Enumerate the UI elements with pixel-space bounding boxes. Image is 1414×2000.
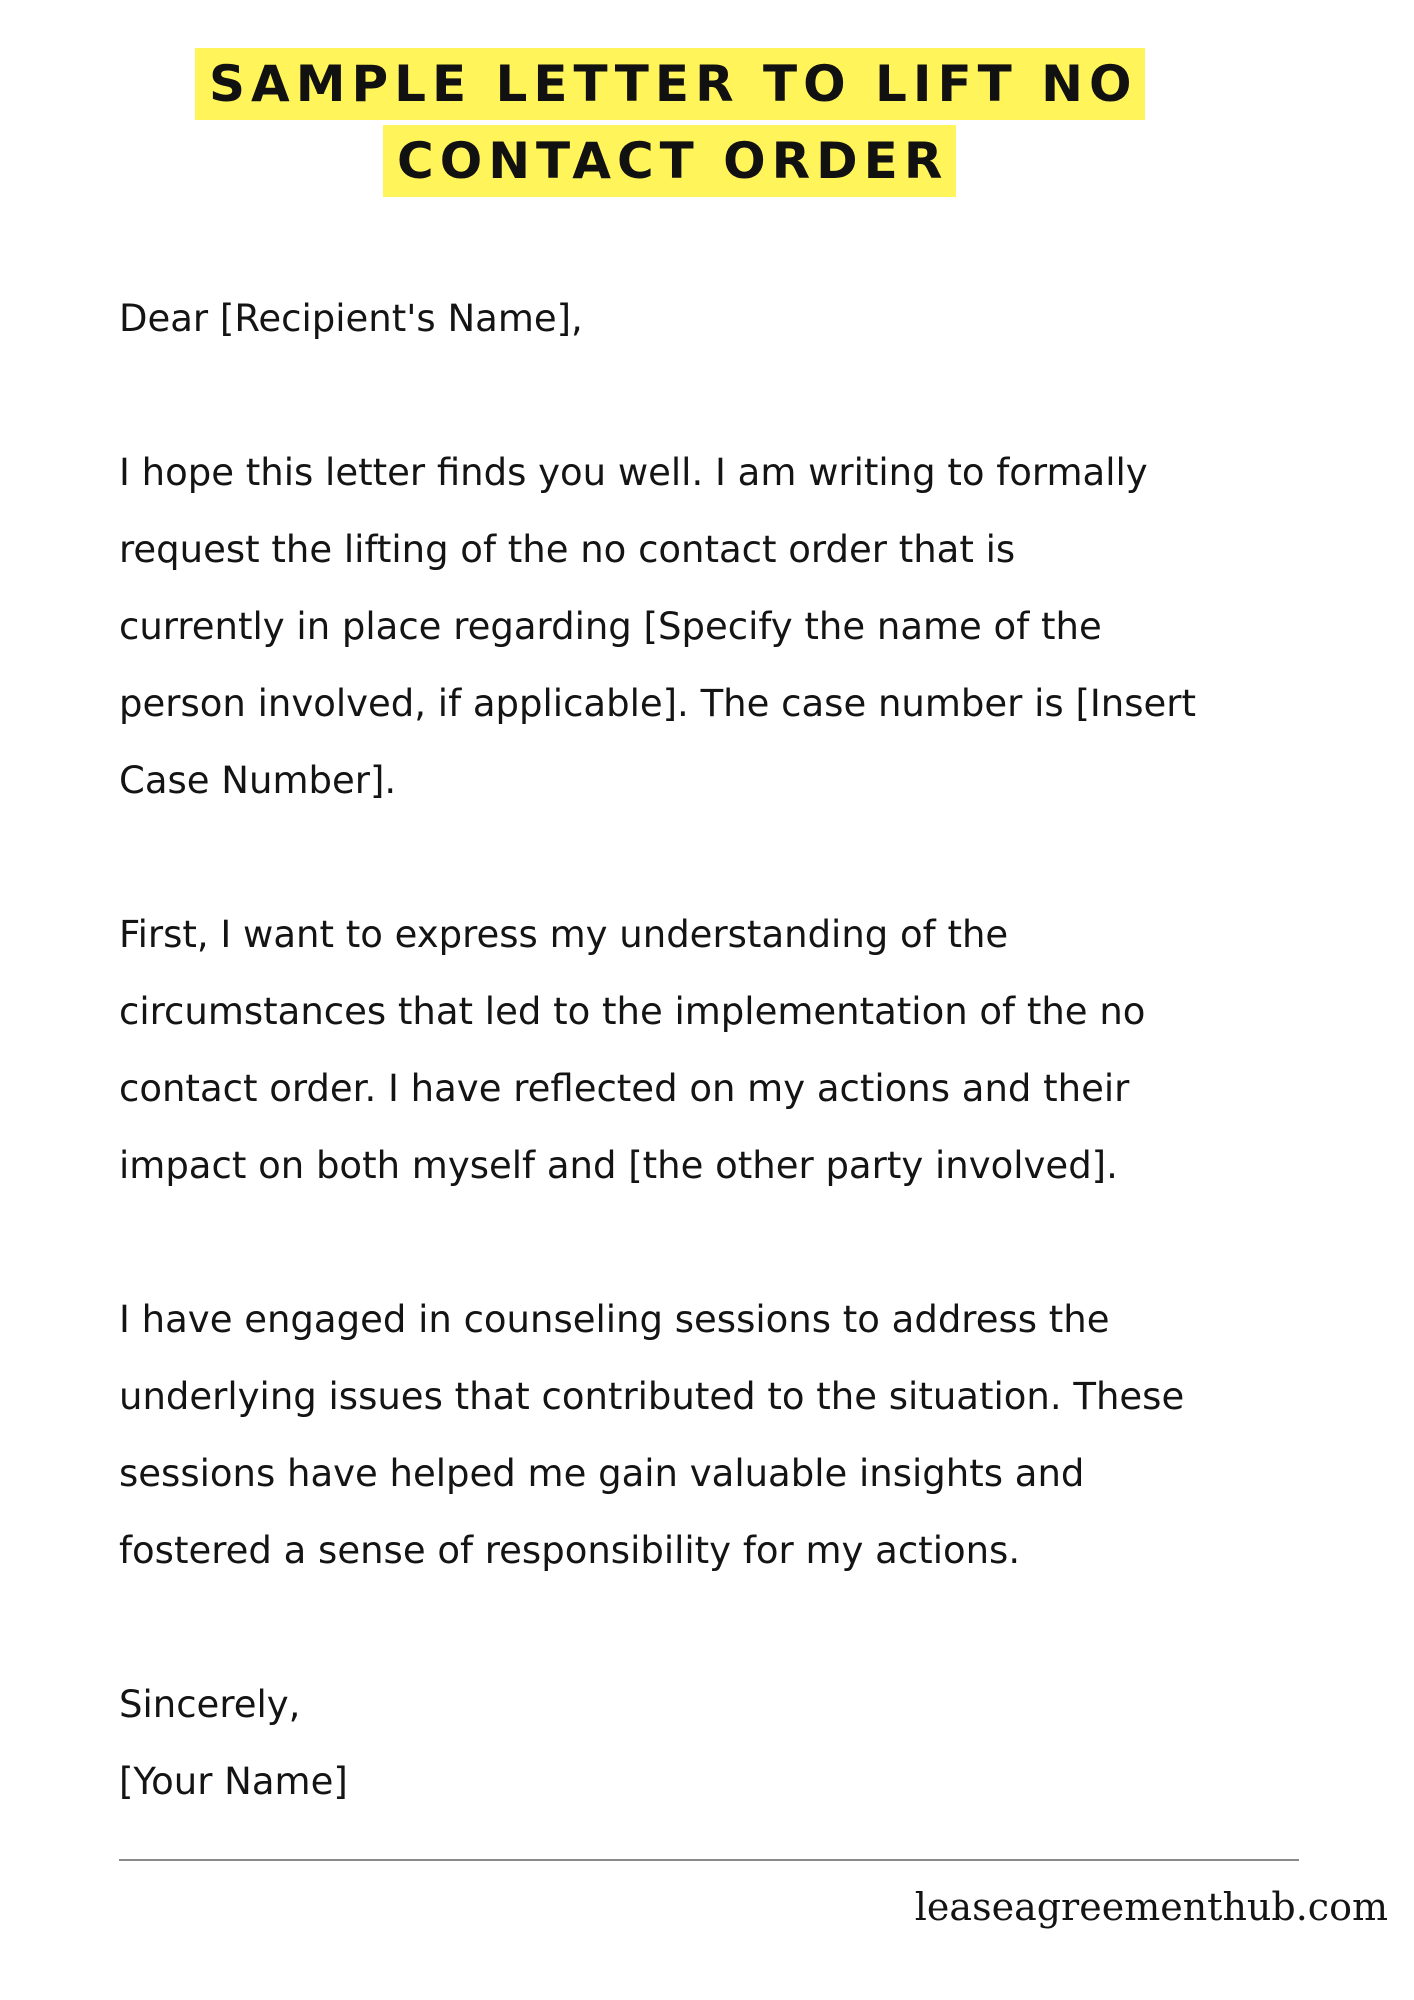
paragraph-line: person involved, if applicable]. The case number is [Insert xyxy=(119,682,1197,725)
paragraph-line: I hope this letter finds you well. I am writing to formally xyxy=(119,451,1148,494)
paragraph-line: circumstances that led to the implementation of the no xyxy=(119,990,1146,1033)
paragraph-2 xyxy=(119,896,1359,1204)
greeting: Dear [Recipient's Name], xyxy=(119,297,583,340)
letter-body xyxy=(119,280,1359,1820)
paragraph-line: currently in place regarding [Specify the name of the xyxy=(119,605,1102,648)
closing xyxy=(119,1666,1359,1820)
paragraph-1 xyxy=(119,434,1359,819)
paragraph-line: request the lifting of the no contact order that is xyxy=(119,528,1016,571)
paragraph-3 xyxy=(119,1281,1359,1589)
paragraph-line: underlying issues that contributed to the situation. These xyxy=(119,1375,1185,1418)
paragraph-line: contact order. I have reflected on my actions and their xyxy=(119,1067,1130,1110)
signature-placeholder: [Your Name] xyxy=(119,1760,348,1803)
paragraph-line: impact on both myself and [the other party involved]. xyxy=(119,1144,1118,1187)
paragraph-line: I have engaged in counseling sessions to address the xyxy=(119,1298,1110,1341)
closing-salutation: Sincerely, xyxy=(119,1683,301,1726)
title-line-1: SAMPLE LETTER TO LIFT NO xyxy=(195,48,1145,120)
title-line-2: CONTACT ORDER xyxy=(383,125,956,197)
paragraph-line: sessions have helped me gain valuable insights and xyxy=(119,1452,1085,1495)
paragraph-line: First, I want to express my understanding of the xyxy=(119,913,1009,956)
footer-divider xyxy=(119,1859,1299,1861)
paragraph-line: Case Number]. xyxy=(119,759,397,802)
footer-website: leaseagreementhub.com xyxy=(914,1885,1388,1929)
paragraph-line: fostered a sense of responsibility for my actions. xyxy=(119,1529,1021,1572)
